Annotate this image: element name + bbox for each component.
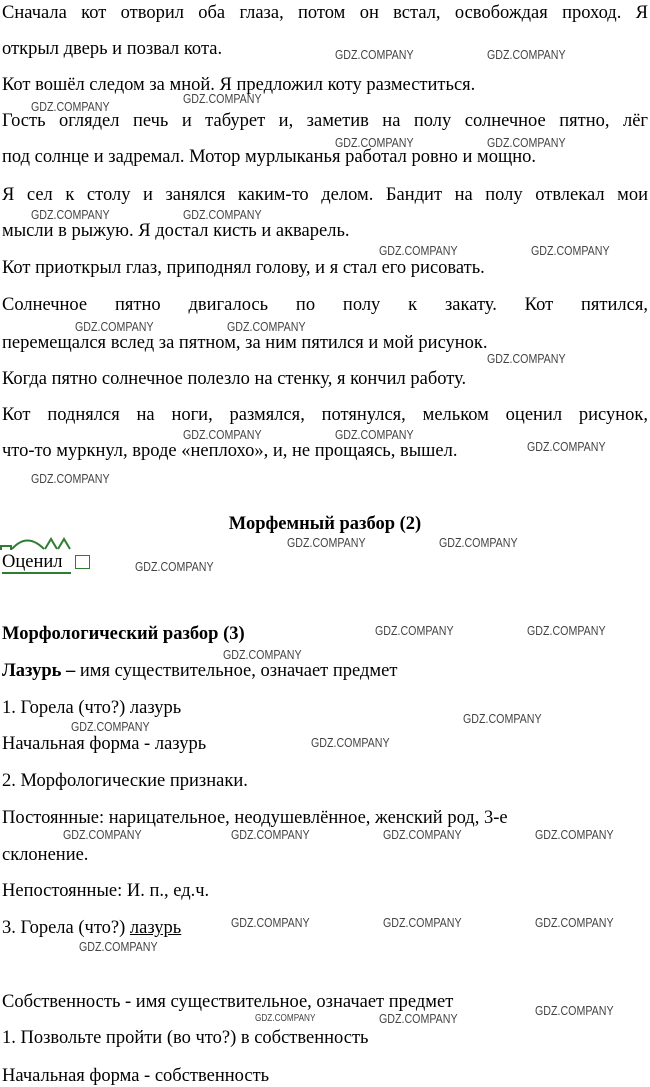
text-line: Кот поднялся на ноги, размялся, потянулся, мельком оценил рисунок, (2, 405, 648, 425)
watermark: GDZ.COMPANY (379, 1011, 458, 1026)
text-line: Солнечное пятно двигалось по полу к закату. Кот пятился, (2, 295, 648, 315)
watermark: GDZ.COMPANY (287, 535, 366, 550)
text-line: 2. Морфологические признаки. (2, 771, 248, 791)
text-line: открыл дверь и позвал кота. (2, 39, 223, 59)
watermark: GDZ.COMPANY (231, 915, 310, 930)
watermark: GDZ.COMPANY (31, 471, 110, 486)
text-line: Сначала кот отворил оба глаза, потом он встал, освобождая проход. Я (2, 3, 648, 23)
watermark: GDZ.COMPANY (231, 827, 310, 842)
text-line: Начальная форма - собственность (2, 1066, 270, 1086)
suffix-mark (45, 539, 57, 549)
watermark: GDZ.COMPANY (79, 939, 158, 954)
watermark: GDZ.COMPANY (439, 535, 518, 550)
watermark: GDZ.COMPANY (255, 1013, 316, 1024)
watermark: GDZ.COMPANY (183, 427, 262, 442)
sentence-part: 3. Горела (что?) (2, 918, 130, 938)
watermark: GDZ.COMPANY (383, 915, 462, 930)
text-line: Кот вошёл следом за мной. Я предложил коту разместиться. (2, 75, 476, 95)
text-line: под солнце и задремал. Мотор мурлыканья работал ровно и мощно. (2, 147, 537, 167)
text-line: Постоянные: нарицательное, неодушевлённое, женский род, 3-е (2, 808, 508, 828)
root-arc (12, 541, 44, 550)
watermark: GDZ.COMPANY (223, 647, 302, 662)
watermark: GDZ.COMPANY (31, 207, 110, 222)
watermark: GDZ.COMPANY (227, 319, 306, 334)
text-line: Я сел к столу и занялся каким-то делом. Бандит на полу отвлекал мои (2, 185, 648, 205)
text-line: мысли в рыжую. Я достал кисть и акварель. (2, 221, 350, 241)
morphological-section-title: Морфологический разбор (3) (2, 624, 245, 644)
text-line: перемещался вслед за пятном, за ним пятился и мой рисунок. (2, 333, 488, 353)
text-line: Начальная форма - лазурь (2, 734, 207, 754)
watermark: GDZ.COMPANY (535, 915, 614, 930)
suffix-mark (58, 539, 70, 549)
zero-ending-box (75, 555, 90, 569)
morpheme-section-title: Морфемный разбор (2) (228, 514, 422, 534)
text-line: Гость оглядел печь и табурет и, заметив на полу солнечное пятно, лёг (2, 111, 648, 131)
watermark: GDZ.COMPANY (531, 243, 610, 258)
prefix-mark (1, 546, 11, 550)
text-line: Непостоянные: И. п., ед.ч. (2, 881, 210, 901)
watermark: GDZ.COMPANY (335, 135, 414, 150)
watermark: GDZ.COMPANY (31, 99, 110, 114)
watermark: GDZ.COMPANY (183, 91, 262, 106)
watermark: GDZ.COMPANY (63, 827, 142, 842)
watermark: GDZ.COMPANY (535, 1003, 614, 1018)
word-heading: Лазурь – (2, 661, 76, 681)
watermark: GDZ.COMPANY (487, 47, 566, 62)
text-line: склонение. (2, 845, 89, 865)
text-line: что-то муркнул, вроде «неплохо», и, не прощаясь, вышел. (2, 441, 458, 461)
watermark: GDZ.COMPANY (71, 719, 150, 734)
watermark: GDZ.COMPANY (383, 827, 462, 842)
morpheme-word: Оценил (2, 552, 63, 572)
watermark: GDZ.COMPANY (183, 207, 262, 222)
watermark: GDZ.COMPANY (487, 351, 566, 366)
watermark: GDZ.COMPANY (535, 827, 614, 842)
watermark: GDZ.COMPANY (335, 47, 414, 62)
text-line: Когда пятно солнечное полезло на стенку, я кончил работу. (2, 369, 467, 389)
watermark: GDZ.COMPANY (135, 559, 214, 574)
text-line: 1. Позвольте пройти (во что?) в собственность (2, 1028, 369, 1048)
watermark: GDZ.COMPANY (527, 439, 606, 454)
watermark: GDZ.COMPANY (379, 243, 458, 258)
text-line: 1. Горела (что?) лазурь (2, 698, 182, 718)
watermark: GDZ.COMPANY (487, 135, 566, 150)
underlined-word: лазурь (129, 918, 182, 938)
text-line: Кот приоткрыл глаз, приподнял голову, и я стал его рисовать. (2, 258, 485, 278)
word-definition: имя существительное, означает предмет (75, 661, 398, 681)
watermark: GDZ.COMPANY (311, 735, 390, 750)
watermark: GDZ.COMPANY (75, 319, 154, 334)
watermark: GDZ.COMPANY (527, 623, 606, 638)
text-line (2, 661, 397, 681)
text-line: Собственность - имя существительное, означает предмет (2, 992, 454, 1012)
watermark: GDZ.COMPANY (463, 711, 542, 726)
watermark: GDZ.COMPANY (375, 623, 454, 638)
text-line (2, 918, 181, 938)
watermark: GDZ.COMPANY (335, 427, 414, 442)
